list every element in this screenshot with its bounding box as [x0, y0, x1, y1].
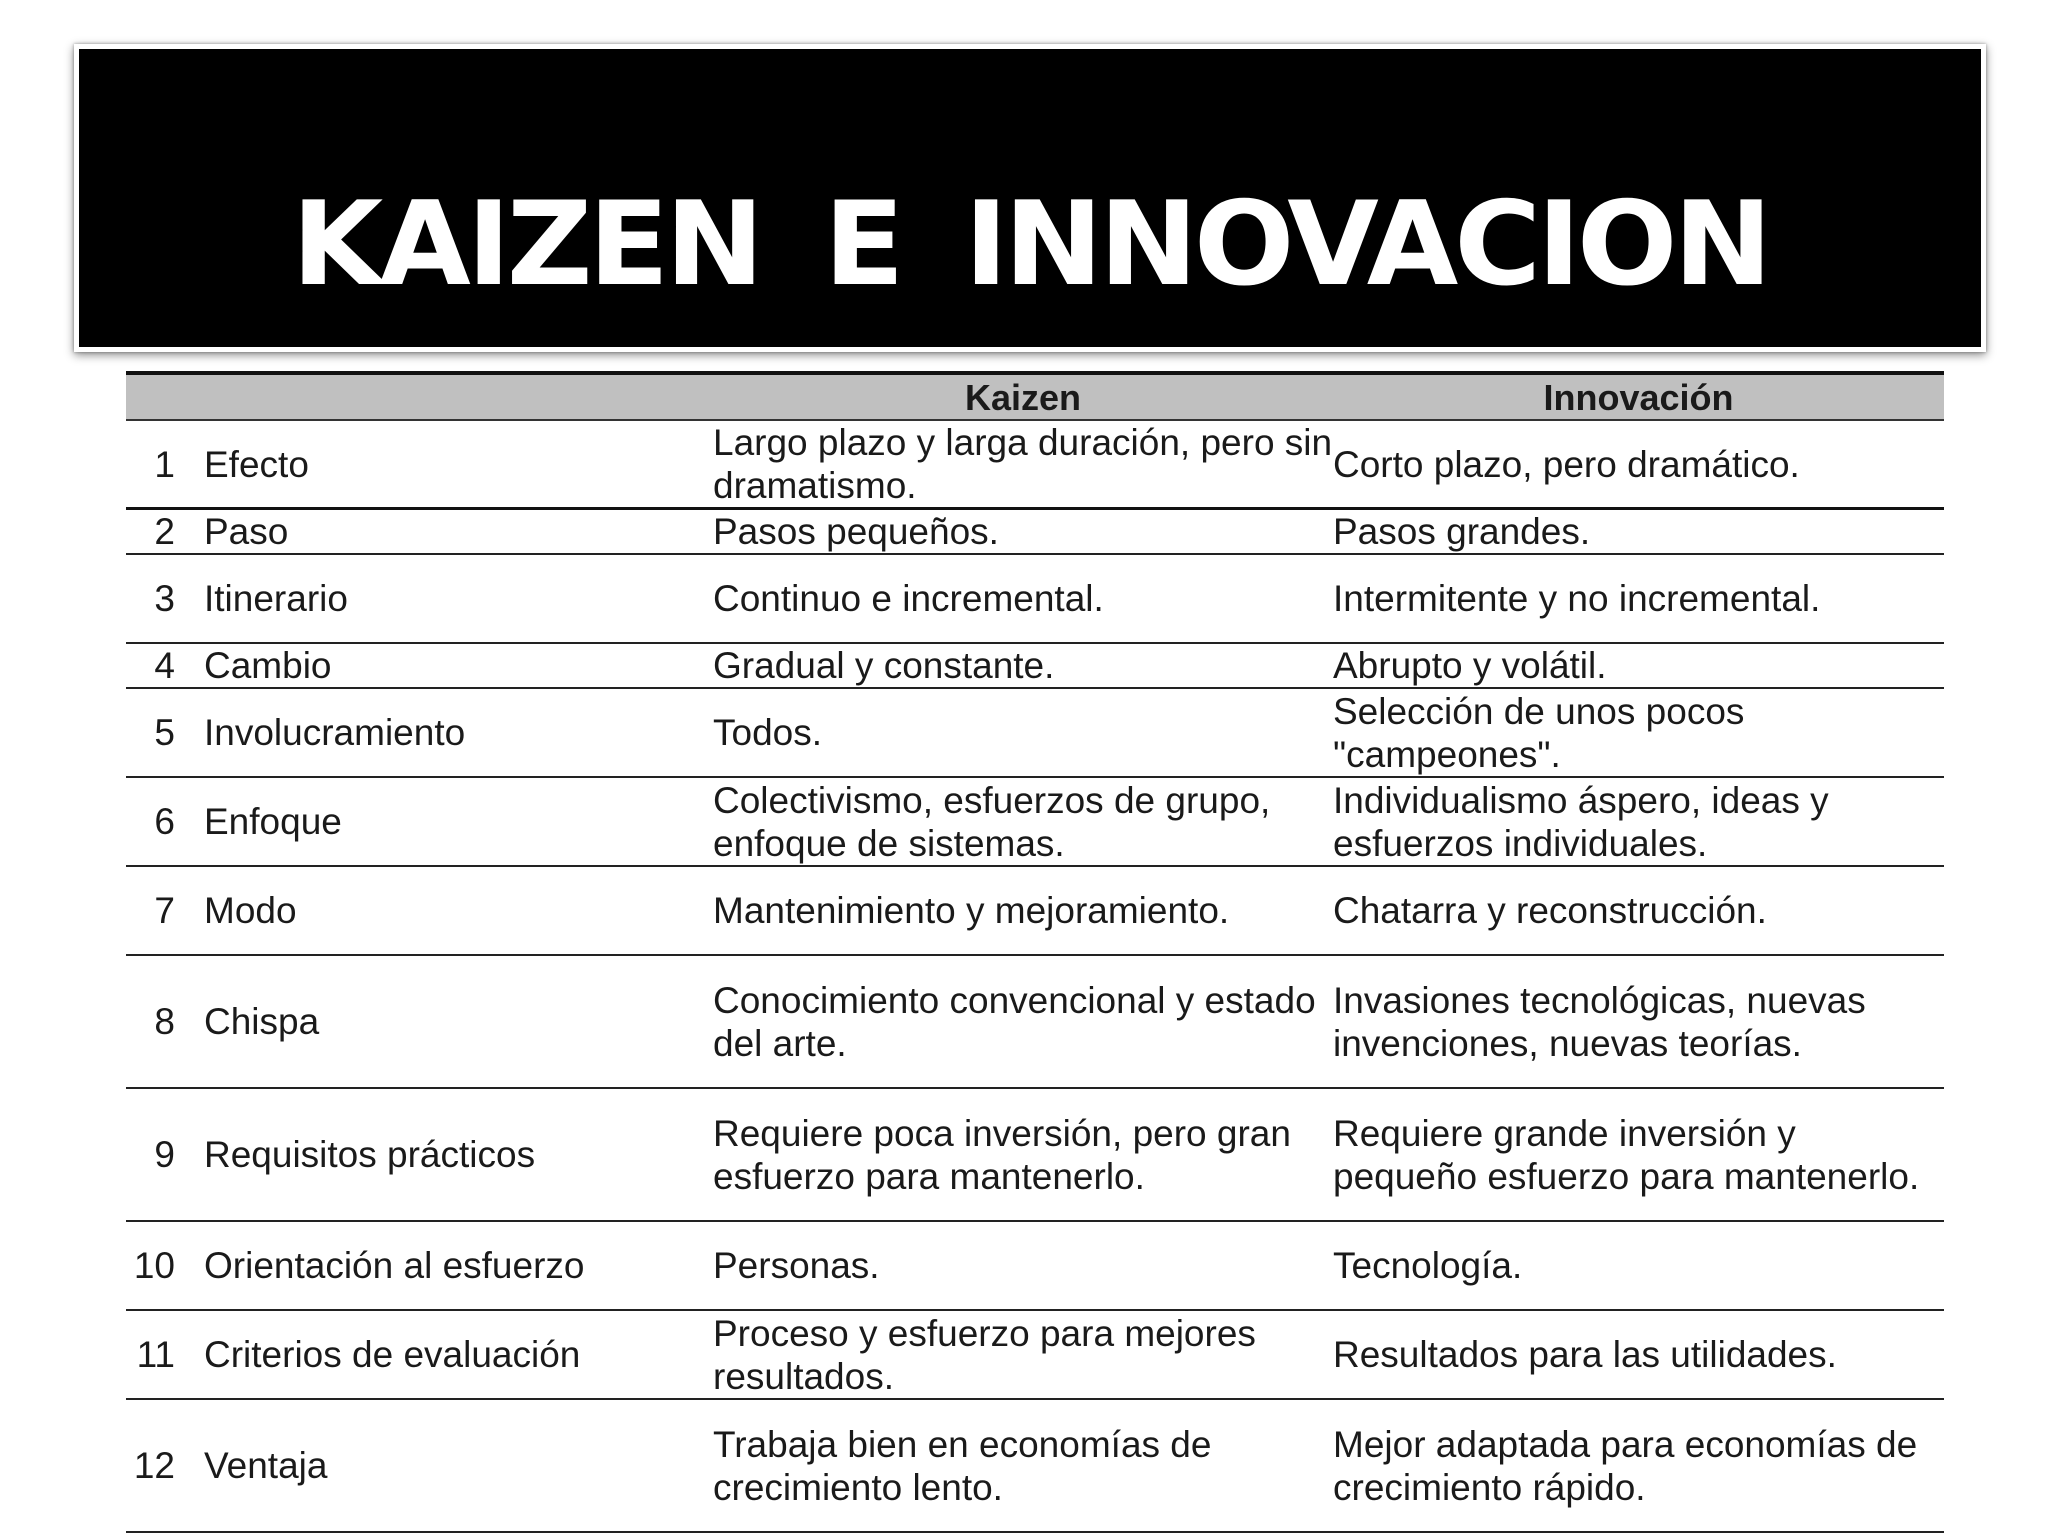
row-number: 2: [126, 509, 199, 555]
table-row: [126, 1221, 1944, 1310]
table-row: [126, 1088, 1944, 1221]
row-number: 1: [126, 420, 199, 509]
table-row: [126, 643, 1944, 688]
table-row: [126, 509, 1944, 555]
page-title: KAIZEN E INNOVACION: [291, 177, 1769, 312]
table-body: [126, 420, 1944, 1532]
table-row: [126, 777, 1944, 866]
row-kaizen: Continuo e incremental.: [713, 554, 1333, 643]
row-innovacion: Selección de unos pocos "campeones".: [1333, 688, 1944, 777]
row-kaizen: Personas.: [713, 1221, 1333, 1310]
table-row: [126, 554, 1944, 643]
row-kaizen: Colectivismo, esfuerzos de grupo, enfoque de sistemas.: [713, 777, 1333, 866]
row-innovacion: Intermitente y no incremental.: [1333, 554, 1944, 643]
table-row: [126, 420, 1944, 509]
header-num: [126, 373, 199, 420]
row-innovacion: Chatarra y reconstrucción.: [1333, 866, 1944, 955]
row-number: 5: [126, 688, 199, 777]
row-kaizen: Trabaja bien en economías de crecimiento lento.: [713, 1399, 1333, 1532]
row-number: 7: [126, 866, 199, 955]
row-innovacion: Corto plazo, pero dramático.: [1333, 420, 1944, 509]
row-innovacion: Requiere grande inversión y pequeño esfuerzo para mantenerlo.: [1333, 1088, 1944, 1221]
row-number: 12: [126, 1399, 199, 1532]
table-row: [126, 1399, 1944, 1532]
table-row: [126, 688, 1944, 777]
row-feature: Paso: [199, 509, 713, 555]
row-number: 8: [126, 955, 199, 1088]
table-row: [126, 1310, 1944, 1399]
row-feature: Modo: [199, 866, 713, 955]
row-feature: Criterios de evaluación: [199, 1310, 713, 1399]
row-kaizen: Largo plazo y larga duración, pero sin dramatismo.: [713, 420, 1333, 509]
table-row: [126, 866, 1944, 955]
row-number: 4: [126, 643, 199, 688]
row-innovacion: Abrupto y volátil.: [1333, 643, 1944, 688]
header-kaizen: Kaizen: [713, 373, 1333, 420]
header-row: [126, 373, 1944, 420]
row-kaizen: Requiere poca inversión, pero gran esfuerzo para mantenerlo.: [713, 1088, 1333, 1221]
table-header: [126, 373, 1944, 420]
row-feature: Involucramiento: [199, 688, 713, 777]
row-kaizen: Todos.: [713, 688, 1333, 777]
row-kaizen: Pasos pequeños.: [713, 509, 1333, 555]
row-feature: Requisitos prácticos: [199, 1088, 713, 1221]
row-innovacion: Resultados para las utilidades.: [1333, 1310, 1944, 1399]
table-row: [126, 955, 1944, 1088]
row-kaizen: Mantenimiento y mejoramiento.: [713, 866, 1333, 955]
row-feature: Ventaja: [199, 1399, 713, 1532]
row-feature: Chispa: [199, 955, 713, 1088]
title-banner: [74, 44, 1986, 352]
row-number: 10: [126, 1221, 199, 1310]
row-innovacion: Invasiones tecnológicas, nuevas invenciones, nuevas teorías.: [1333, 955, 1944, 1088]
row-innovacion: Pasos grandes.: [1333, 509, 1944, 555]
row-innovacion: Mejor adaptada para economías de crecimiento rápido.: [1333, 1399, 1944, 1532]
comparison-table: [126, 371, 1944, 1533]
row-kaizen: Proceso y esfuerzo para mejores resultados.: [713, 1310, 1333, 1399]
row-number: 6: [126, 777, 199, 866]
row-number: 3: [126, 554, 199, 643]
row-innovacion: Tecnología.: [1333, 1221, 1944, 1310]
row-feature: Enfoque: [199, 777, 713, 866]
header-feature: [199, 373, 713, 420]
row-feature: Cambio: [199, 643, 713, 688]
row-kaizen: Conocimiento convencional y estado del arte.: [713, 955, 1333, 1088]
header-innovacion: Innovación: [1333, 373, 1944, 420]
row-innovacion: Individualismo áspero, ideas y esfuerzos individuales.: [1333, 777, 1944, 866]
row-number: 11: [126, 1310, 199, 1399]
row-number: 9: [126, 1088, 199, 1221]
row-kaizen: Gradual y constante.: [713, 643, 1333, 688]
row-feature: Itinerario: [199, 554, 713, 643]
row-feature: Orientación al esfuerzo: [199, 1221, 713, 1310]
row-feature: Efecto: [199, 420, 713, 509]
